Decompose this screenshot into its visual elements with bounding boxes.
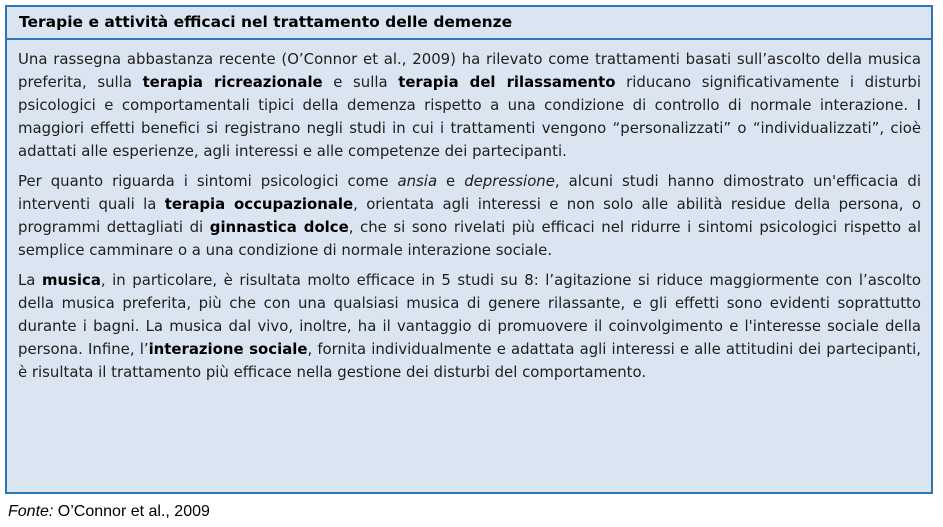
paragraph-3 xyxy=(18,269,921,384)
paragraph-2 xyxy=(18,170,921,262)
box-content xyxy=(7,40,931,384)
bold-term: terapia del rilassamento xyxy=(398,73,616,91)
text-run: , alcuni studi hanno dimostrato un'efficacia di interventi quali la xyxy=(18,172,921,213)
text-run: , che si sono rivelati più efficaci nel ridurre i sintomi psicologici rispetto al semplice camminare o a una condizione di normale interazione sociale. xyxy=(18,218,921,259)
italic-term: depressione xyxy=(464,172,555,190)
box-title: Terapie e attività efficaci nel trattamento delle demenze xyxy=(7,7,931,40)
text-run: , fornita individualmente e adattata agli interessi e alle attitudini dei partecipanti, è risultata il trattamento più efficace nella gestione dei disturbi del comportamento. xyxy=(18,340,921,381)
source-note xyxy=(8,503,210,521)
bold-term: terapia occupazionale xyxy=(164,195,354,213)
paragraph-1 xyxy=(18,48,921,163)
text-run: e xyxy=(437,172,465,190)
info-box xyxy=(5,5,933,494)
bold-term: musica xyxy=(41,271,101,289)
text-run: , in particolare, è risultata molto efficace in 5 studi su 8: l’agitazione si riduce maggiormente con l’ascolto della musica preferita, più che con una qualsiasi musica di genere rilassante, e gli effetti sono evidenti soprattutto durante i bagni. La musica dal vivo, inoltre, ha il vantaggio di promuovere il coinvolgimento e l'interesse sociale della persona. Infine, l’ xyxy=(18,271,922,358)
source-label: Fonte: xyxy=(8,503,54,520)
text-run: La xyxy=(18,271,42,289)
source-text: O’Connor et al., 2009 xyxy=(53,503,210,520)
text-run: , orientata agli interessi e non solo alle abilità residue della persona, o programmi dettagliati di xyxy=(18,195,921,236)
italic-term: ansia xyxy=(397,172,438,190)
text-run: Per quanto riguarda i sintomi psicologici come xyxy=(18,172,398,190)
bold-term: interazione sociale xyxy=(148,340,308,358)
bold-term: ginnastica dolce xyxy=(209,218,349,236)
text-run: riducano significativamente i disturbi psicologici e comportamentali tipici della demenza rispetto a una condizione di controllo di normale interazione. I maggiori effetti benefici si registrano negli studi in cui i trattamenti vengono “personalizzati” o “individualizzati”, cioè adattati alle esperienze, agli interessi e alle competenze dei partecipanti. xyxy=(18,73,921,160)
bold-term: terapia ricreazionale xyxy=(142,73,323,91)
text-run: e sulla xyxy=(322,73,399,91)
text-run: Una rassegna abbastanza recente (O’Connor et al., 2009) ha rilevato come trattamenti basati sull’ascolto della musica preferita, sulla xyxy=(18,50,921,91)
